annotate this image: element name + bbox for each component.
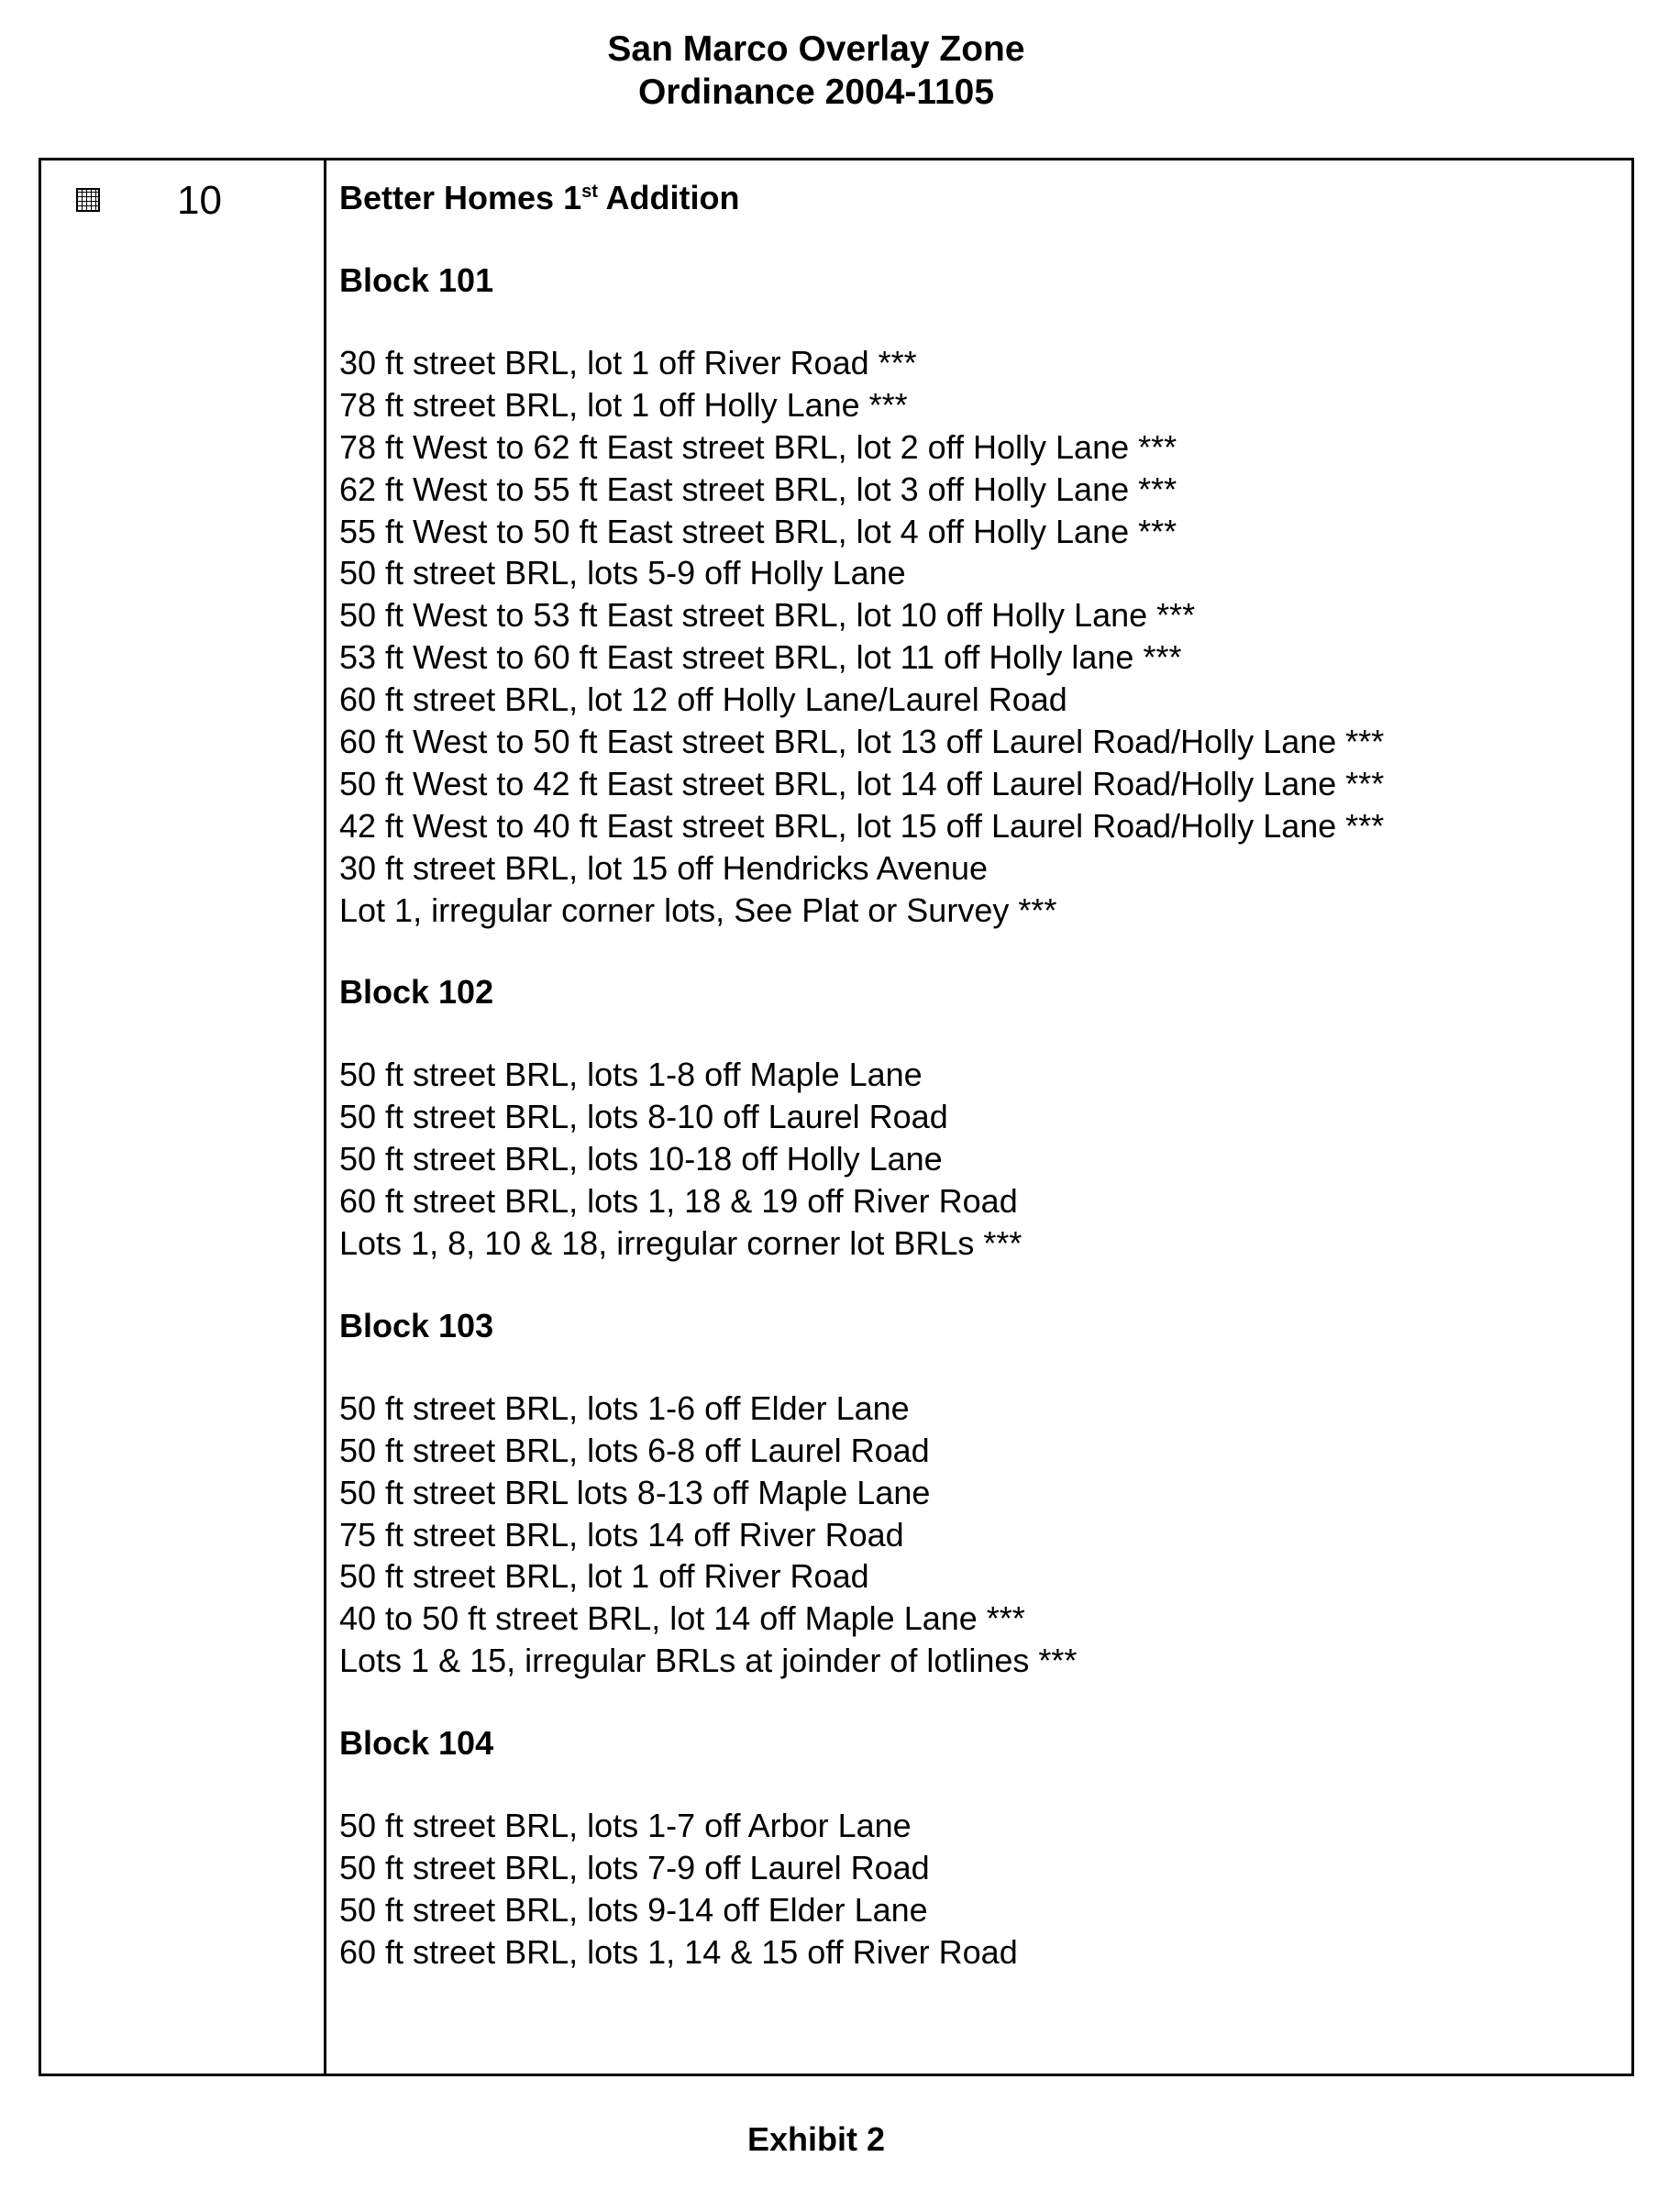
- column-divider: [324, 160, 326, 2074]
- brl-entry: 50 ft street BRL, lot 1 off River Road: [339, 1557, 869, 1596]
- subdivision-name-suffix: Addition: [597, 179, 740, 216]
- brl-entry: 50 ft street BRL, lots 1-7 off Arbor Lane: [339, 1807, 912, 1845]
- brl-entry: 42 ft West to 40 ft East street BRL, lot 15 off Laurel Road/Holly Lane ***: [339, 806, 1385, 845]
- brl-entry: 50 ft street BRL, lots 9-14 off Elder Lane: [339, 1890, 928, 1929]
- block-heading: Block 104: [339, 1724, 494, 1763]
- brl-entry: 30 ft street BRL, lot 1 off River Road ***: [339, 344, 917, 382]
- brl-entry: 55 ft West to 50 ft East street BRL, lot 4 off Holly Lane ***: [339, 512, 1177, 550]
- brl-entry: Lots 1, 8, 10 & 18, irregular corner lot BRLs ***: [339, 1224, 1022, 1263]
- brl-entry: 50 ft street BRL lots 8-13 off Maple Lane: [339, 1473, 931, 1511]
- subdivision-title: [339, 177, 1605, 219]
- brl-entry: 60 ft street BRL, lots 1, 14 & 15 off River Road: [339, 1932, 1018, 1971]
- brl-entry: 50 ft street BRL, lots 6-8 off Laurel Road: [339, 1431, 930, 1469]
- map-grid-icon: [76, 188, 100, 212]
- brl-entry: 53 ft West to 60 ft East street BRL, lot 11 off Holly lane ***: [339, 638, 1182, 677]
- brl-entry: 50 ft West to 53 ft East street BRL, lot 10 off Holly Lane ***: [339, 596, 1196, 635]
- brl-entry: 50 ft street BRL, lots 5-9 off Holly Lane: [339, 554, 906, 592]
- block-list: [339, 260, 1605, 1974]
- subdivision-name-superscript: st: [581, 182, 598, 202]
- brl-entry: 50 ft street BRL, lots 8-10 off Laurel Road: [339, 1098, 948, 1136]
- brl-entry: 75 ft street BRL, lots 14 off River Road: [339, 1515, 904, 1554]
- block-section: [339, 1722, 1605, 1974]
- subdivision-name-prefix: Better Homes 1: [339, 179, 582, 216]
- brl-entry: Lot 1, irregular corner lots, See Plat or Survey ***: [339, 890, 1057, 929]
- block-heading: Block 103: [339, 1306, 494, 1344]
- block-section: [339, 260, 1605, 971]
- document-title: San Marco Overlay Zone: [607, 29, 1025, 69]
- brl-entry: 50 ft street BRL, lots 1-6 off Elder Lane: [339, 1388, 910, 1427]
- brl-entry: Lots 1 & 15, irregular BRLs at joinder of lotlines ***: [339, 1642, 1078, 1680]
- brl-entry: 78 ft West to 62 ft East street BRL, lot 2 off Holly Lane ***: [339, 427, 1177, 466]
- brl-entry: 60 ft street BRL, lot 12 off Holly Lane/Laurel Road: [339, 680, 1067, 719]
- brl-entry: 60 ft West to 50 ft East street BRL, lot 13 off Laurel Road/Holly Lane ***: [339, 723, 1385, 761]
- brl-entry: 78 ft street BRL, lot 1 off Holly Lane ***: [339, 385, 908, 424]
- exhibit-label: Exhibit 2: [746, 2120, 886, 2158]
- brl-entry: 50 ft street BRL, lots 7-9 off Laurel Road: [339, 1849, 930, 1887]
- block-section: [339, 971, 1605, 1304]
- brl-entry: 50 ft street BRL, lots 1-8 off Maple Lane: [339, 1056, 923, 1094]
- brl-entry: 60 ft street BRL, lots 1, 18 & 19 off River Road: [339, 1182, 1018, 1221]
- block-section: [339, 1305, 1605, 1722]
- block-heading: Block 102: [339, 973, 494, 1012]
- brl-entry: 50 ft street BRL, lots 10-18 off Holly Lane: [339, 1140, 943, 1178]
- overlay-zone-table: [39, 158, 1634, 2076]
- document-header: [0, 28, 1632, 114]
- brl-entry: 40 to 50 ft street BRL, lot 14 off Maple Lane ***: [339, 1599, 1025, 1638]
- brl-entry: 50 ft West to 42 ft East street BRL, lot 14 off Laurel Road/Holly Lane ***: [339, 764, 1385, 802]
- block-heading: Block 101: [339, 261, 494, 299]
- zone-description: [339, 177, 1605, 1974]
- brl-entry: 62 ft West to 55 ft East street BRL, lot 3 off Holly Lane ***: [339, 470, 1177, 508]
- zone-number: 10: [177, 178, 222, 223]
- brl-entry: 30 ft street BRL, lot 15 off Hendricks Avenue: [339, 848, 989, 887]
- ordinance-number: Ordinance 2004-1105: [637, 72, 995, 112]
